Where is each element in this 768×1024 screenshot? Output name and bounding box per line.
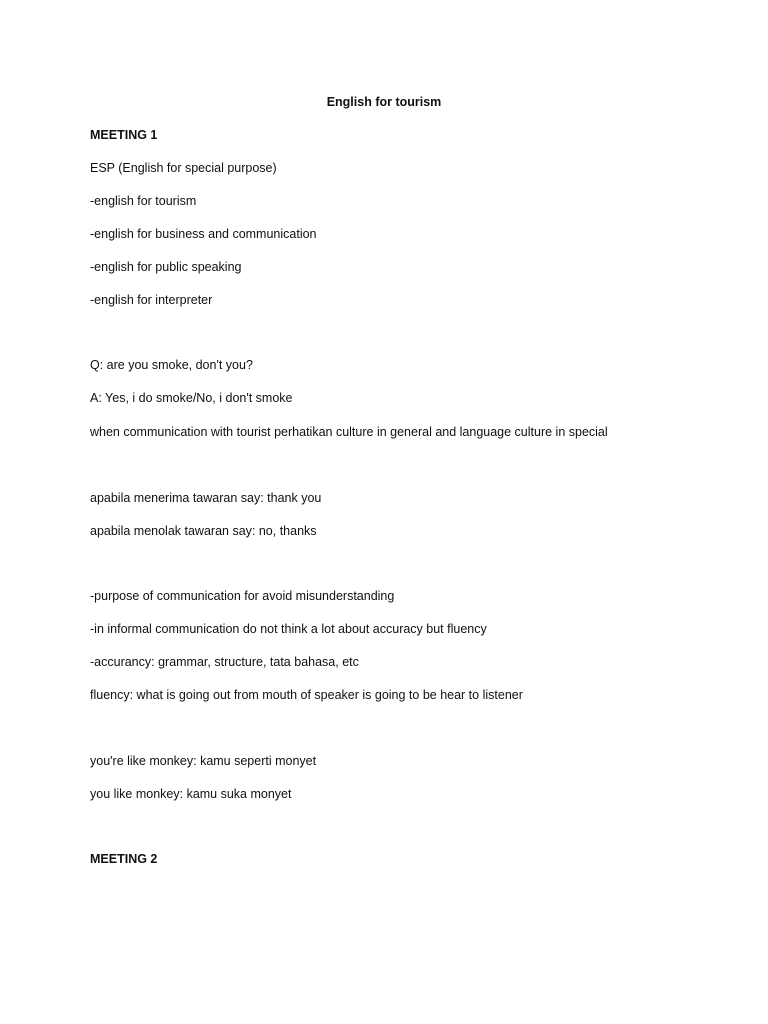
informal-communication-line: -in informal communication do not think a lot about accuracy but fluency bbox=[90, 622, 487, 636]
fluency-line: fluency: what is going out from mouth of speaker is going to be hear to listener bbox=[90, 688, 523, 702]
list-item-tourism: -english for tourism bbox=[90, 194, 197, 208]
monkey-line-2: you like monkey: kamu suka monyet bbox=[90, 787, 292, 801]
meeting-1-heading: MEETING 1 bbox=[90, 128, 158, 142]
list-item-public-speaking: -english for public speaking bbox=[90, 260, 242, 274]
list-item-interpreter: -english for interpreter bbox=[90, 293, 213, 307]
list-item-business: -english for business and communication bbox=[90, 227, 317, 241]
accept-offer-line: apabila menerima tawaran say: thank you bbox=[90, 491, 322, 505]
decline-offer-line: apabila menolak tawaran say: no, thanks bbox=[90, 524, 317, 538]
esp-line: ESP (English for special purpose) bbox=[90, 161, 277, 175]
question-line: Q: are you smoke, don't you? bbox=[90, 358, 253, 372]
culture-note: when communication with tourist perhatikan culture in general and language culture in special bbox=[90, 425, 608, 439]
accuracy-line: -accurancy: grammar, structure, tata bahasa, etc bbox=[90, 655, 359, 669]
answer-line: A: Yes, i do smoke/No, i don't smoke bbox=[90, 391, 293, 405]
document-title: English for tourism bbox=[326, 95, 442, 109]
monkey-line-1: you're like monkey: kamu seperti monyet bbox=[90, 754, 317, 768]
meeting-2-heading: MEETING 2 bbox=[90, 852, 158, 866]
purpose-line: -purpose of communication for avoid misunderstanding bbox=[90, 589, 395, 603]
